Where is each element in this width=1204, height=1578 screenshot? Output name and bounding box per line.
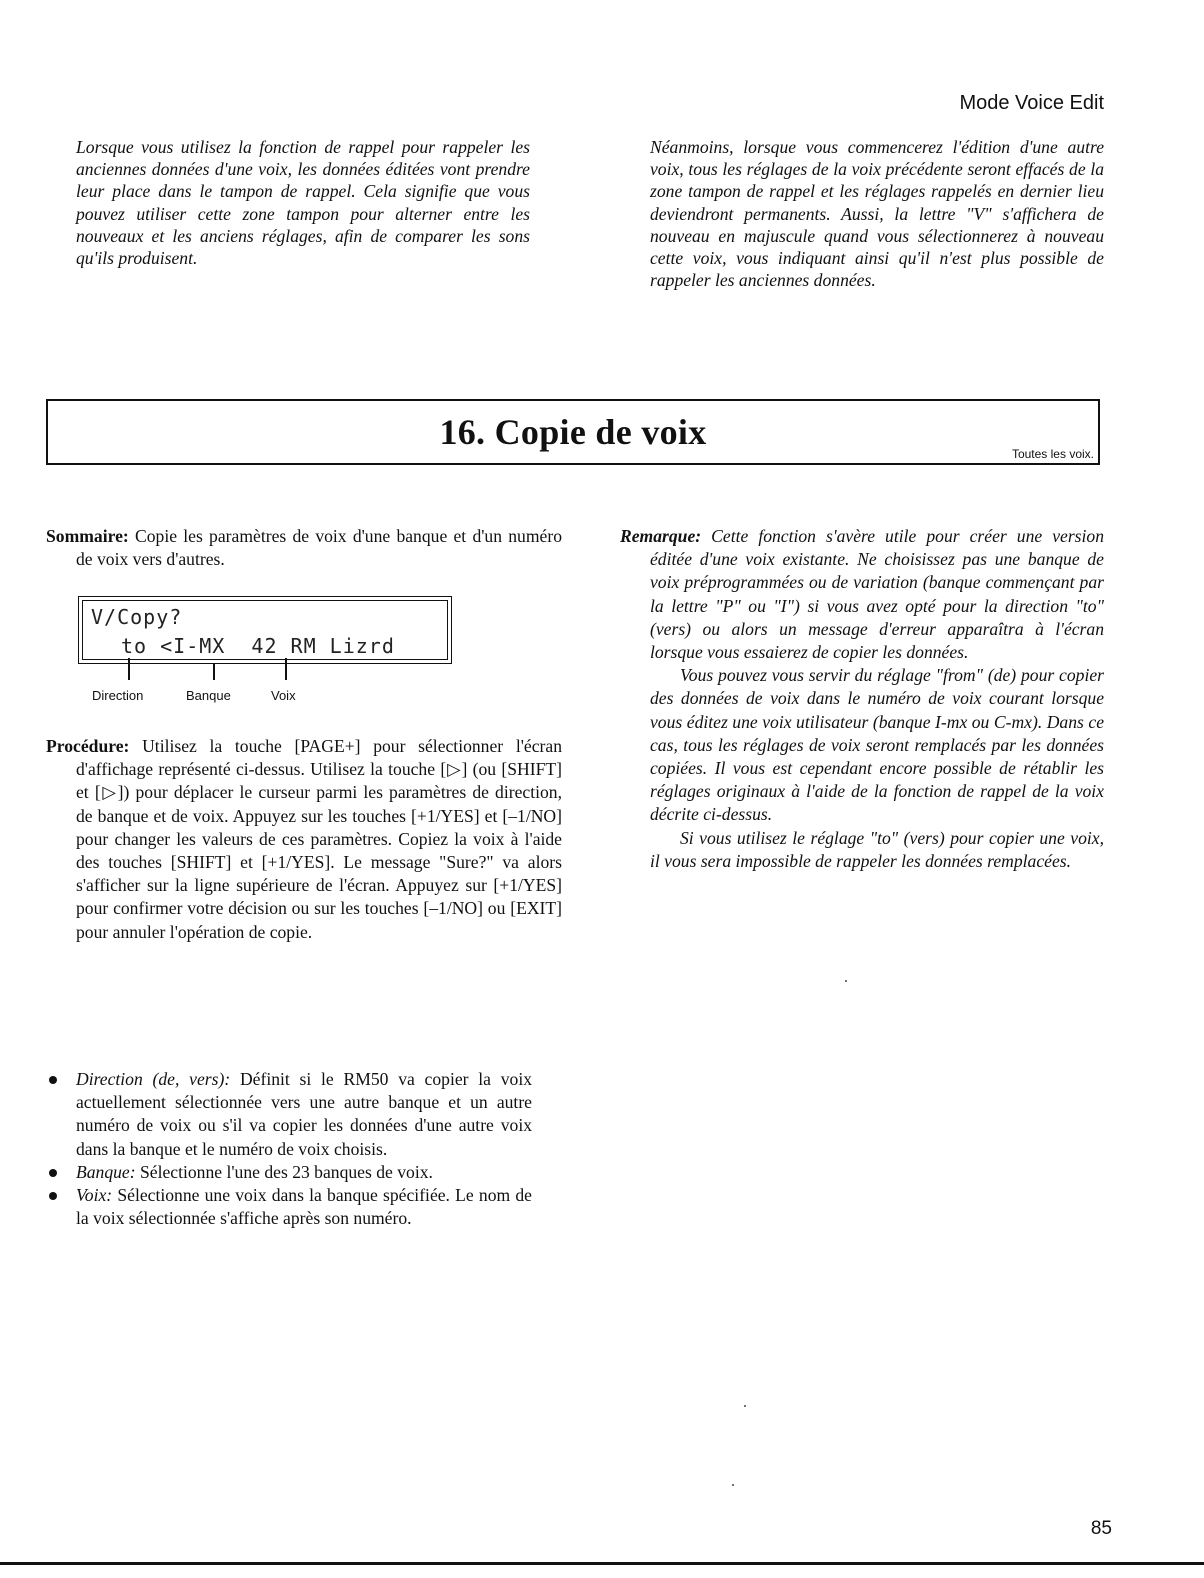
list-item (46, 1161, 532, 1184)
bullet-icon (49, 1169, 57, 1177)
lcd-line-1: V/Copy? (91, 605, 183, 629)
bullet-text: Sélectionne l'une des 23 banques de voix. (135, 1161, 433, 1182)
parameter-list (46, 1068, 532, 1230)
lcd-label-bank: Banque (186, 688, 231, 703)
remark-paragraph-3: Si vous utilisez le réglage "to" (vers) pour copier une voix, il vous sera impossible de rappeler les données remplacées. (650, 827, 1104, 871)
lcd-display (78, 596, 452, 664)
lcd-screen (82, 600, 448, 660)
bullet-icon (49, 1192, 57, 1200)
scan-speck (845, 980, 847, 982)
voice-pointer (285, 658, 287, 680)
remark-label: Remarque: (620, 526, 702, 546)
running-header: Mode Voice Edit (959, 92, 1104, 114)
lcd-line-2: to <I-MX 42 RM Lizrd (121, 634, 395, 658)
summary-paragraph (46, 525, 562, 571)
bullet-icon (49, 1076, 57, 1084)
intro-paragraph-right: Néanmoins, lorsque vous commencerez l'édition d'une autre voix, tous les réglages de la voix précédente seront effacés de la zone tampon de rappel et les réglages rappelés en dernier lieu deviendront permanents. Aussi, la lettre "V" s'affichera de nouveau en majuscule quand vous sélectionnerez à nouveau cette voix, vous indiquant ainsi qu'il n'est plus possible de rappeler les anciennes données. (650, 137, 1104, 291)
section-heading-box (46, 399, 1100, 465)
section-scope-tag: Toutes les voix. (1011, 447, 1094, 461)
procedure-paragraph (46, 735, 562, 944)
procedure-text: Utilisez la touche [PAGE+] pour sélectionner l'écran d'affichage représenté ci-dessus. Utilisez la touche [▷] (ou [SHIFT] et [▷]) pour déplacer le curseur parmi les paramètres de direction, de banque et de voix. Appuyez sur les touches [+1/YES] et [–1/NO] pour changer les valeurs de ces paramètres. Copiez la voix à l'aide des touches [SHIFT] et [+1/YES]. Le message "Sure?" va alors s'afficher sur la ligne supérieure de l'écran. Appuyez sur [+1/YES] pour confirmer votre décision ou sur les touches [–1/NO] ou [EXIT] pour annuler l'opération de copie. (76, 736, 562, 942)
bullet-term: Voix: (76, 1185, 113, 1206)
bullet-text: Définit si le RM50 va copier la voix actuellement sélectionnée vers une autre banque et un autre numéro de voix ou s'il va copier les données d'une autre voix dans la banque et le numéro de voix choisis. (76, 1069, 533, 1159)
bullet-text: Sélectionne une voix dans la banque spécifiée. Le nom de la voix sélectionnée s'affiche après son numéro. (76, 1185, 532, 1229)
page-number: 85 (1090, 1518, 1112, 1539)
summary-text: Copie les paramètres de voix d'une banque et d'un numéro de voix vers d'autres. (76, 526, 562, 570)
bullet-term: Direction (de, vers): (76, 1069, 231, 1089)
lcd-label-direction: Direction (92, 688, 144, 703)
list-item (46, 1068, 532, 1161)
lcd-label-voice: Voix (271, 688, 296, 703)
bank-pointer (213, 664, 215, 680)
remark-paragraph-2: Vous pouvez vous servir du réglage "from" (de) pour copier des données de voix dans le numéro de voix courant lorsque vous éditez une voix utilisateur (banque I-mx ou C-mx). Dans ce cas, tous les réglages de voix seront remplacés par les données copiées. Il vous est cependant encore possible de rétablir les réglages originaux à l'aide de la fonction de rappel de la voix décrite ci-dessus. (650, 665, 1104, 825)
list-item (46, 1184, 532, 1230)
remarks-block (620, 525, 1104, 873)
scan-speck (744, 1405, 746, 1407)
remark-paragraph-1 (620, 525, 1104, 664)
direction-pointer (128, 658, 130, 680)
procedure-label: Procédure: (46, 736, 130, 756)
remark-text-1: Cette fonction s'avère utile pour créer une version éditée d'une voix existante. Ne choisissez pas une banque de voix préprogrammées ou de variation (banque commençant par la lettre "P" ou "I") si vous avez opté pour la direction "to" (vers) ou alors un message d'erreur apparaîtra à l'écran lorsque vous essaierez de copier les données. (650, 526, 1104, 663)
intro-paragraph-left: Lorsque vous utilisez la fonction de rappel pour rappeler les anciennes données d'une voix, les données éditées vont prendre leur place dans le tampon de rappel. Cela signifie que vous pouvez utiliser cette zone tampon pour alterner entre les nouveaux et les anciens réglages, afin de comparer les sons qu'ils produisent. (76, 137, 530, 269)
bullet-term: Banque: (76, 1161, 136, 1182)
footer-rule (0, 1562, 1204, 1565)
section-title: 16. Copie de voix (439, 412, 707, 452)
scan-speck (732, 1484, 734, 1486)
summary-label: Sommaire: (46, 526, 129, 546)
